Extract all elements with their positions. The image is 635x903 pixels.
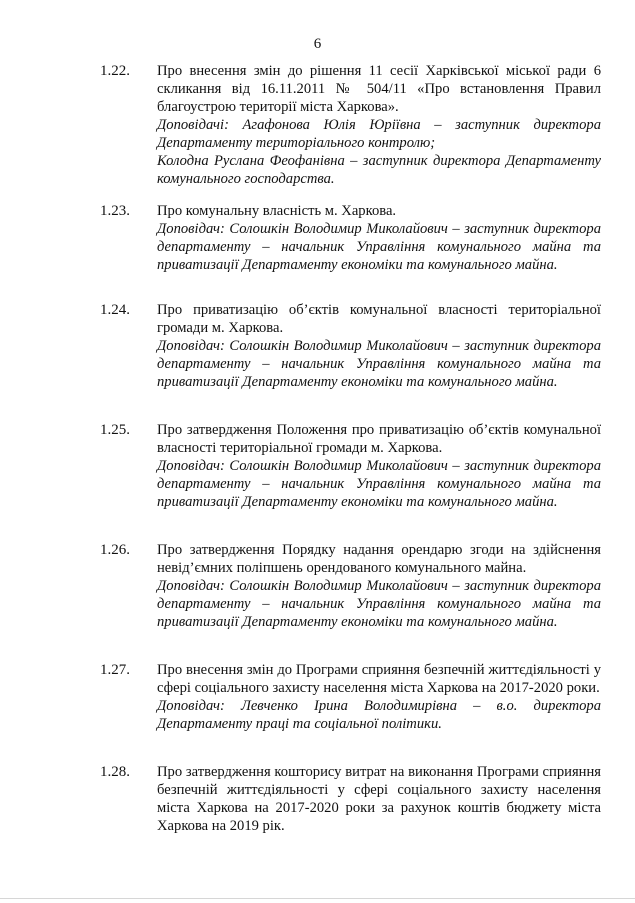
bottom-edge-line <box>0 898 635 899</box>
item-speaker: Доповідач: Солошкін Володимир Миколайович – заступник директора департаменту – начальник Управління комунального майна та приватизації Департаменту економіки та комунального майна. <box>157 221 601 273</box>
page-number: 6 <box>313 36 322 52</box>
item-body <box>157 421 601 511</box>
item-number: 1.23. <box>100 203 130 219</box>
item-body <box>157 661 601 733</box>
item-number: 1.27. <box>100 662 130 678</box>
item-number: 1.28. <box>100 764 130 780</box>
item-body <box>157 301 601 391</box>
item-title: Про затвердження кошторису витрат на виконання Програми сприяння безпечній життєдіяльності у сфері соціального захисту населення міста Харкова на 2017-2020 роки за рахунок коштів бюджету міста Харкова на 2019 рік. <box>157 764 601 834</box>
item-title: Про внесення змін до Програми сприяння безпечній життєдіяльності у сфері соціального захисту населення міста Харкова на 2017-2020 роки. <box>157 662 601 696</box>
item-title: Про затвердження Порядку надання орендарю згоди на здійснення невід’ємних поліпшень орендованого комунального майна. <box>157 542 601 576</box>
item-speaker: Доповідач: Солошкін Володимир Миколайович – заступник директора департаменту – начальник Управління комунального майна та приватизації Департаменту економіки та комунального майна. <box>157 338 601 390</box>
item-title: Про приватизацію об’єктів комунальної власності територіальної громади м. Харкова. <box>157 302 601 336</box>
item-title: Про комунальну власність м. Харкова. <box>157 203 397 219</box>
item-body <box>157 541 601 631</box>
item-body <box>157 62 601 188</box>
item-speaker: Колодна Руслана Феофанівна – заступник директора Департаменту комунального господарства. <box>157 153 601 187</box>
item-number: 1.22. <box>100 63 130 79</box>
item-speaker: Доповідачі: Агафонова Юлія Юріївна – заступник директора Департаменту територіального контролю; <box>157 117 601 151</box>
item-speaker: Доповідач: Солошкін Володимир Миколайович – заступник директора департаменту – начальник Управління комунального майна та приватизації Департаменту економіки та комунального майна. <box>157 578 601 630</box>
item-number: 1.24. <box>100 302 130 318</box>
item-number: 1.25. <box>100 422 130 438</box>
item-title: Про внесення змін до рішення 11 сесії Харківської міської ради 6 скликання від 16.11.2011 № 504/11 «Про встановлення Правил благоустрою території міста Харкова». <box>157 63 601 115</box>
item-speaker: Доповідач: Солошкін Володимир Миколайович – заступник директора департаменту – начальник Управління комунального майна та приватизації Департаменту економіки та комунального майна. <box>157 458 601 510</box>
item-body <box>157 763 601 835</box>
item-speaker: Доповідач: Левченко Ірина Володимирівна – в.о. директора Департаменту праці та соціальної політики. <box>157 698 601 732</box>
item-title: Про затвердження Положення про приватизацію об’єктів комунальної власності територіальної громади м. Харкова. <box>157 422 601 456</box>
item-body <box>157 202 601 274</box>
item-number: 1.26. <box>100 542 130 558</box>
